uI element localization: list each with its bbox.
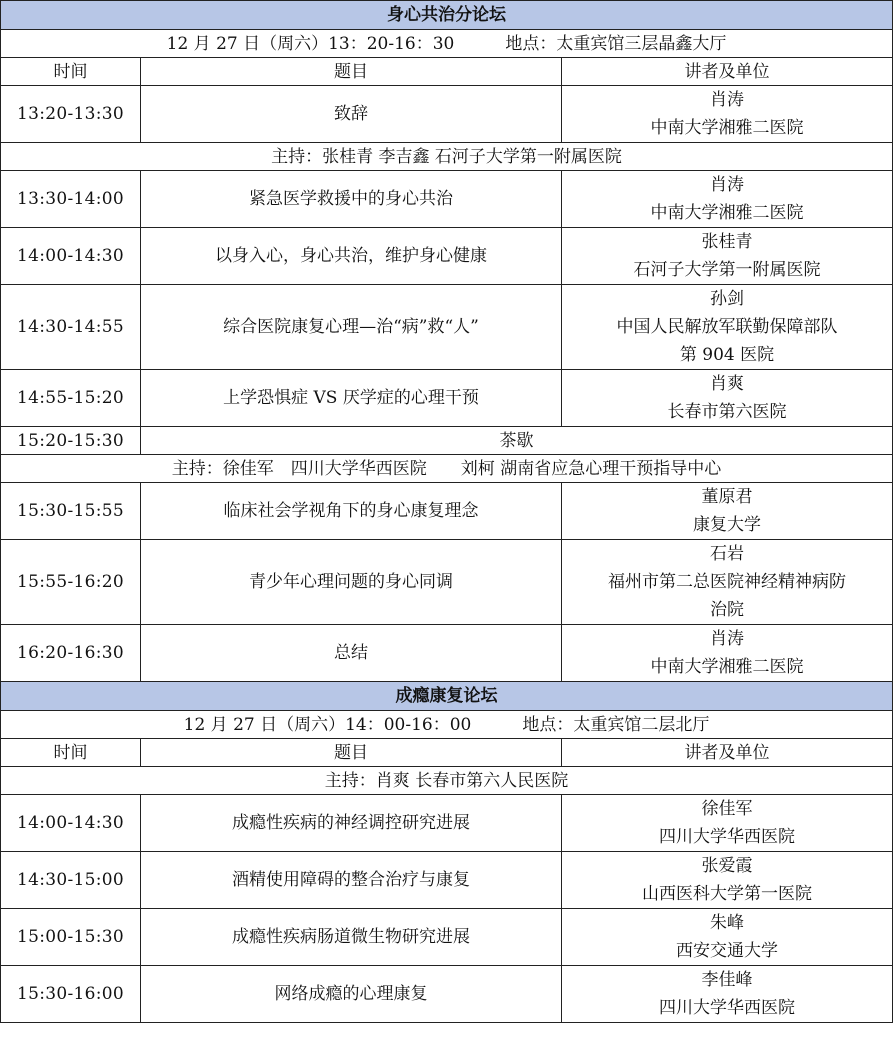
schedule-body <box>1 1 893 1023</box>
session-time: 13:20-13:30 <box>1 86 141 143</box>
session-row <box>1 483 893 540</box>
speaker-affiliation: 治院 <box>710 600 744 620</box>
session-time: 14:00-14:30 <box>1 795 141 852</box>
speaker-affiliation: 中南大学湘雅二医院 <box>650 203 804 223</box>
session-topic: 总结 <box>141 625 562 682</box>
session-speaker <box>562 285 893 370</box>
session-speaker <box>562 795 893 852</box>
session-speaker <box>562 228 893 285</box>
session-speaker <box>562 483 893 540</box>
host-row <box>1 455 893 483</box>
forum-info-row <box>1 30 893 58</box>
session-row <box>1 171 893 228</box>
session-topic: 综合医院康复心理—治“病”救“人” <box>141 285 562 370</box>
session-topic: 酒精使用障碍的整合治疗与康复 <box>141 852 562 909</box>
session-row <box>1 625 893 682</box>
speaker-name: 肖涛 <box>710 629 744 649</box>
host-text: 主持：张桂青 李吉鑫 石河子大学第一附属医院 <box>1 143 893 171</box>
speaker-name: 石岩 <box>710 544 744 564</box>
speaker-affiliation: 第 904 医院 <box>679 345 775 365</box>
session-row <box>1 370 893 427</box>
session-row <box>1 852 893 909</box>
session-row <box>1 86 893 143</box>
session-speaker <box>562 86 893 143</box>
host-row <box>1 143 893 171</box>
session-time: 15:00-15:30 <box>1 909 141 966</box>
session-time: 13:30-14:00 <box>1 171 141 228</box>
header-speaker: 讲者及单位 <box>562 739 893 767</box>
speaker-affiliation: 中南大学湘雅二医院 <box>650 657 804 677</box>
host-row <box>1 767 893 795</box>
session-time: 14:30-14:55 <box>1 285 141 370</box>
session-row <box>1 228 893 285</box>
speaker-name: 肖涛 <box>710 175 744 195</box>
speaker-name: 张桂青 <box>701 232 753 252</box>
speaker-affiliation: 长春市第六医院 <box>667 402 787 422</box>
session-row <box>1 966 893 1023</box>
header-time: 时间 <box>1 58 141 86</box>
session-speaker <box>562 909 893 966</box>
session-topic: 成瘾性疾病肠道微生物研究进展 <box>141 909 562 966</box>
session-speaker <box>562 171 893 228</box>
break-row <box>1 427 893 455</box>
session-time: 16:20-16:30 <box>1 625 141 682</box>
header-topic: 题目 <box>141 58 562 86</box>
speaker-affiliation: 西安交通大学 <box>676 941 778 961</box>
session-row <box>1 540 893 625</box>
speaker-affiliation: 四川大学华西医院 <box>659 998 795 1018</box>
session-topic: 网络成瘾的心理康复 <box>141 966 562 1023</box>
session-time: 14:55-15:20 <box>1 370 141 427</box>
forum-title-row <box>1 682 893 711</box>
forum-info-row <box>1 711 893 739</box>
header-topic: 题目 <box>141 739 562 767</box>
session-speaker <box>562 966 893 1023</box>
speaker-name: 张爱霞 <box>701 856 753 876</box>
forum-date-location: 12 月 27 日（周六）13：20-16：30 地点：太重宾馆三层晶鑫大厅 <box>1 30 893 58</box>
session-topic: 临床社会学视角下的身心康复理念 <box>141 483 562 540</box>
session-topic: 紧急医学救援中的身心共治 <box>141 171 562 228</box>
session-time: 15:30-15:55 <box>1 483 141 540</box>
host-text: 主持：肖爽 长春市第六人民医院 <box>1 767 893 795</box>
column-header-row <box>1 739 893 767</box>
session-row <box>1 285 893 370</box>
column-header-row <box>1 58 893 86</box>
host-text: 主持：徐佳军 四川大学华西医院 刘柯 湖南省应急心理干预指导中心 <box>1 455 893 483</box>
session-topic: 上学恐惧症 VS 厌学症的心理干预 <box>141 370 562 427</box>
session-speaker <box>562 852 893 909</box>
speaker-affiliation: 中南大学湘雅二医院 <box>650 118 804 138</box>
session-time: 15:30-16:00 <box>1 966 141 1023</box>
speaker-affiliation: 山西医科大学第一医院 <box>642 884 812 904</box>
session-time: 15:55-16:20 <box>1 540 141 625</box>
session-time: 15:20-15:30 <box>1 427 141 455</box>
speaker-affiliation: 四川大学华西医院 <box>659 827 795 847</box>
break-label: 茶歇 <box>141 427 893 455</box>
speaker-affiliation: 康复大学 <box>693 515 761 535</box>
forum-title: 身心共治分论坛 <box>1 1 893 30</box>
forum-title-row <box>1 1 893 30</box>
session-topic: 以身入心，身心共治，维护身心健康 <box>141 228 562 285</box>
speaker-name: 肖爽 <box>710 374 744 394</box>
session-row <box>1 909 893 966</box>
speaker-affiliation: 石河子大学第一附属医院 <box>633 260 821 280</box>
speaker-affiliation: 福州市第二总医院神经精神病防 <box>608 572 846 592</box>
session-topic: 青少年心理问题的身心同调 <box>141 540 562 625</box>
session-row <box>1 795 893 852</box>
session-time: 14:00-14:30 <box>1 228 141 285</box>
forum-title: 成瘾康复论坛 <box>1 682 893 711</box>
speaker-name: 李佳峰 <box>701 970 753 990</box>
speaker-name: 董原君 <box>701 487 753 507</box>
session-topic: 成瘾性疾病的神经调控研究进展 <box>141 795 562 852</box>
header-speaker: 讲者及单位 <box>562 58 893 86</box>
speaker-affiliation: 中国人民解放军联勤保障部队 <box>616 317 838 337</box>
forum-date-location: 12 月 27 日（周六）14：00-16：00 地点：太重宾馆二层北厅 <box>1 711 893 739</box>
header-time: 时间 <box>1 739 141 767</box>
speaker-name: 肖涛 <box>710 90 744 110</box>
session-speaker <box>562 625 893 682</box>
speaker-name: 徐佳军 <box>701 799 753 819</box>
speaker-name: 孙剑 <box>710 289 744 309</box>
session-time: 14:30-15:00 <box>1 852 141 909</box>
session-topic: 致辞 <box>141 86 562 143</box>
session-speaker <box>562 370 893 427</box>
session-speaker <box>562 540 893 625</box>
speaker-name: 朱峰 <box>710 913 744 933</box>
